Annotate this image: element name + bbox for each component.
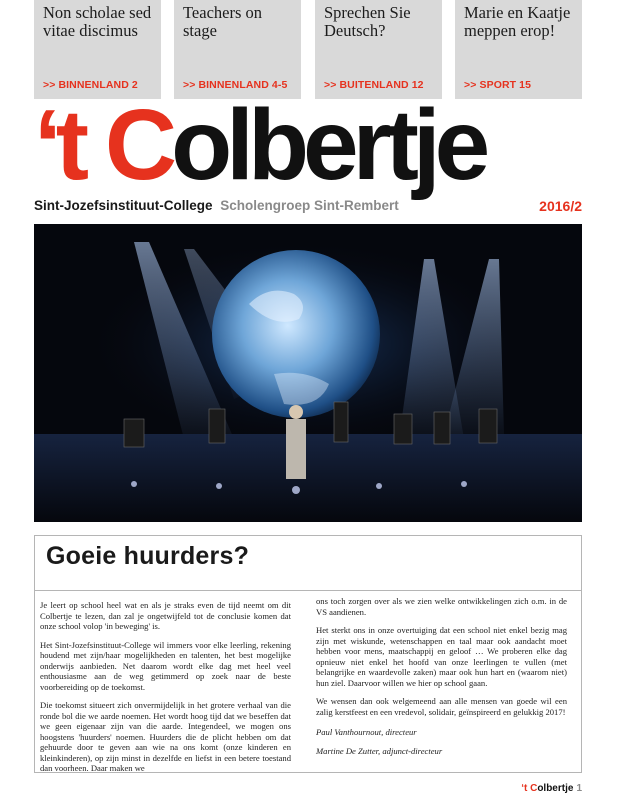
teaser-sport-15[interactable] — [455, 0, 582, 99]
article-headline: Goeie huurders? — [46, 542, 250, 570]
article-paragraph: Je leert op school heel wat en als je straks even de tijd neemt om dit Colbertje te lezen, dan zal je ongetwijfeld tot de conclusie komen dat onze school volop 'in beweging' is. — [40, 600, 291, 631]
school-name: Sint-Jozefsinstituut-College — [34, 198, 213, 213]
teaser-title: Marie en Kaatje meppen erop! — [464, 3, 571, 40]
footer-brand-apostrophe-t: ‘t C — [521, 783, 538, 794]
school-group: Scholengroep Sint-Rembert — [220, 198, 399, 213]
signature-director: Paul Vanthournout, directeur — [316, 727, 417, 737]
logo-apostrophe-t: ‘t C — [34, 89, 172, 201]
article-column-right — [316, 596, 567, 764]
teaser-link[interactable]: >> SPORT 15 — [464, 79, 532, 91]
teaser-binnenland-4-5[interactable] — [174, 0, 301, 99]
article-paragraph: Het Sint-Jozefsinstituut-College wil immers voor elke leerling, rekening houdend met zijn/haar mogelijkheden en talenten, het best mogelijke onderwijs aanbieden. Net daarom wordt elke dag met heel veel enthousiasme aan de weg getimmerd op zoek naar de beste voorbereiding op de toekomst. — [40, 639, 291, 692]
signature-adjunct-director: Martine De Zutter, adjunct-directeur — [316, 745, 443, 756]
logo — [34, 90, 484, 200]
article-paragraph: We wensen dan ook welgemeend aan alle mensen van goede wil een zalig kerstfeest en een vredevol, solidair, geïnspireerd en gelukkig 2017! — [316, 696, 567, 717]
teaser-link[interactable]: >> BUITENLAND 12 — [324, 79, 424, 91]
article-column-left — [40, 600, 291, 782]
issue-number: 2016/2 — [539, 198, 582, 214]
teaser-title: Non scholae sed vitae discimus — [43, 3, 152, 40]
page-number: 1 — [576, 783, 582, 794]
teaser-title: Teachers on stage — [183, 3, 263, 40]
teaser-binnenland-2[interactable] — [34, 0, 161, 99]
page-footer — [521, 783, 582, 794]
article-paragraph: Het sterkt ons in onze overtuiging dat een school niet enkel bezig mag zijn met wiskunde, wetenschappen en taal maar ook aandacht moet hebben voor mens, maatschappij en geloof … We proberen elke dag opnieuw niet enkel het hoofd van onze leerlingen te vullen (met belangrijke en waardevolle zaken) maar ook hun hart en (waarom niet) hun ziel. Daarvoor willen we hier op school gaan. — [316, 625, 567, 688]
logo-wordmark: olbertje — [171, 89, 485, 201]
editorial-article — [34, 535, 582, 773]
article-paragraph: ons toch zorgen over als we zien welke ontwikkelingen zich o.m. in de VS aandienen. — [316, 596, 567, 617]
teaser-link[interactable]: >> BINNENLAND 2 — [43, 79, 138, 91]
teaser-title: Sprechen Sie Deutsch? — [324, 3, 411, 40]
article-paragraph: Die toekomst situeert zich onvermijdelijk in het grotere verhaal van die ronde bol die we aarde noemen. Het wordt hoog tijd dat we beseffen dat we geen eigenaar zijn van die aarde. Integendeel, we mogen ons hoogstens 'huurders' noemen. Huurders die de plicht hebben om dat gehuurde door te geven aan wie na ons komt (onze kinderen en kleinkinderen), op zijn minst in dezelfde en liefst in een betere toestand dan voorheen. Daar maken we — [40, 700, 291, 773]
footer-brand: olbertje — [537, 783, 574, 794]
headline-divider — [35, 590, 581, 591]
masthead — [34, 89, 582, 216]
concert-stage-photo — [34, 224, 582, 522]
teaser-link[interactable]: >> BINNENLAND 4-5 — [183, 79, 288, 91]
masthead-subline — [34, 198, 582, 216]
teaser-buitenland-12[interactable] — [315, 0, 442, 99]
teaser-bar — [34, 0, 582, 99]
